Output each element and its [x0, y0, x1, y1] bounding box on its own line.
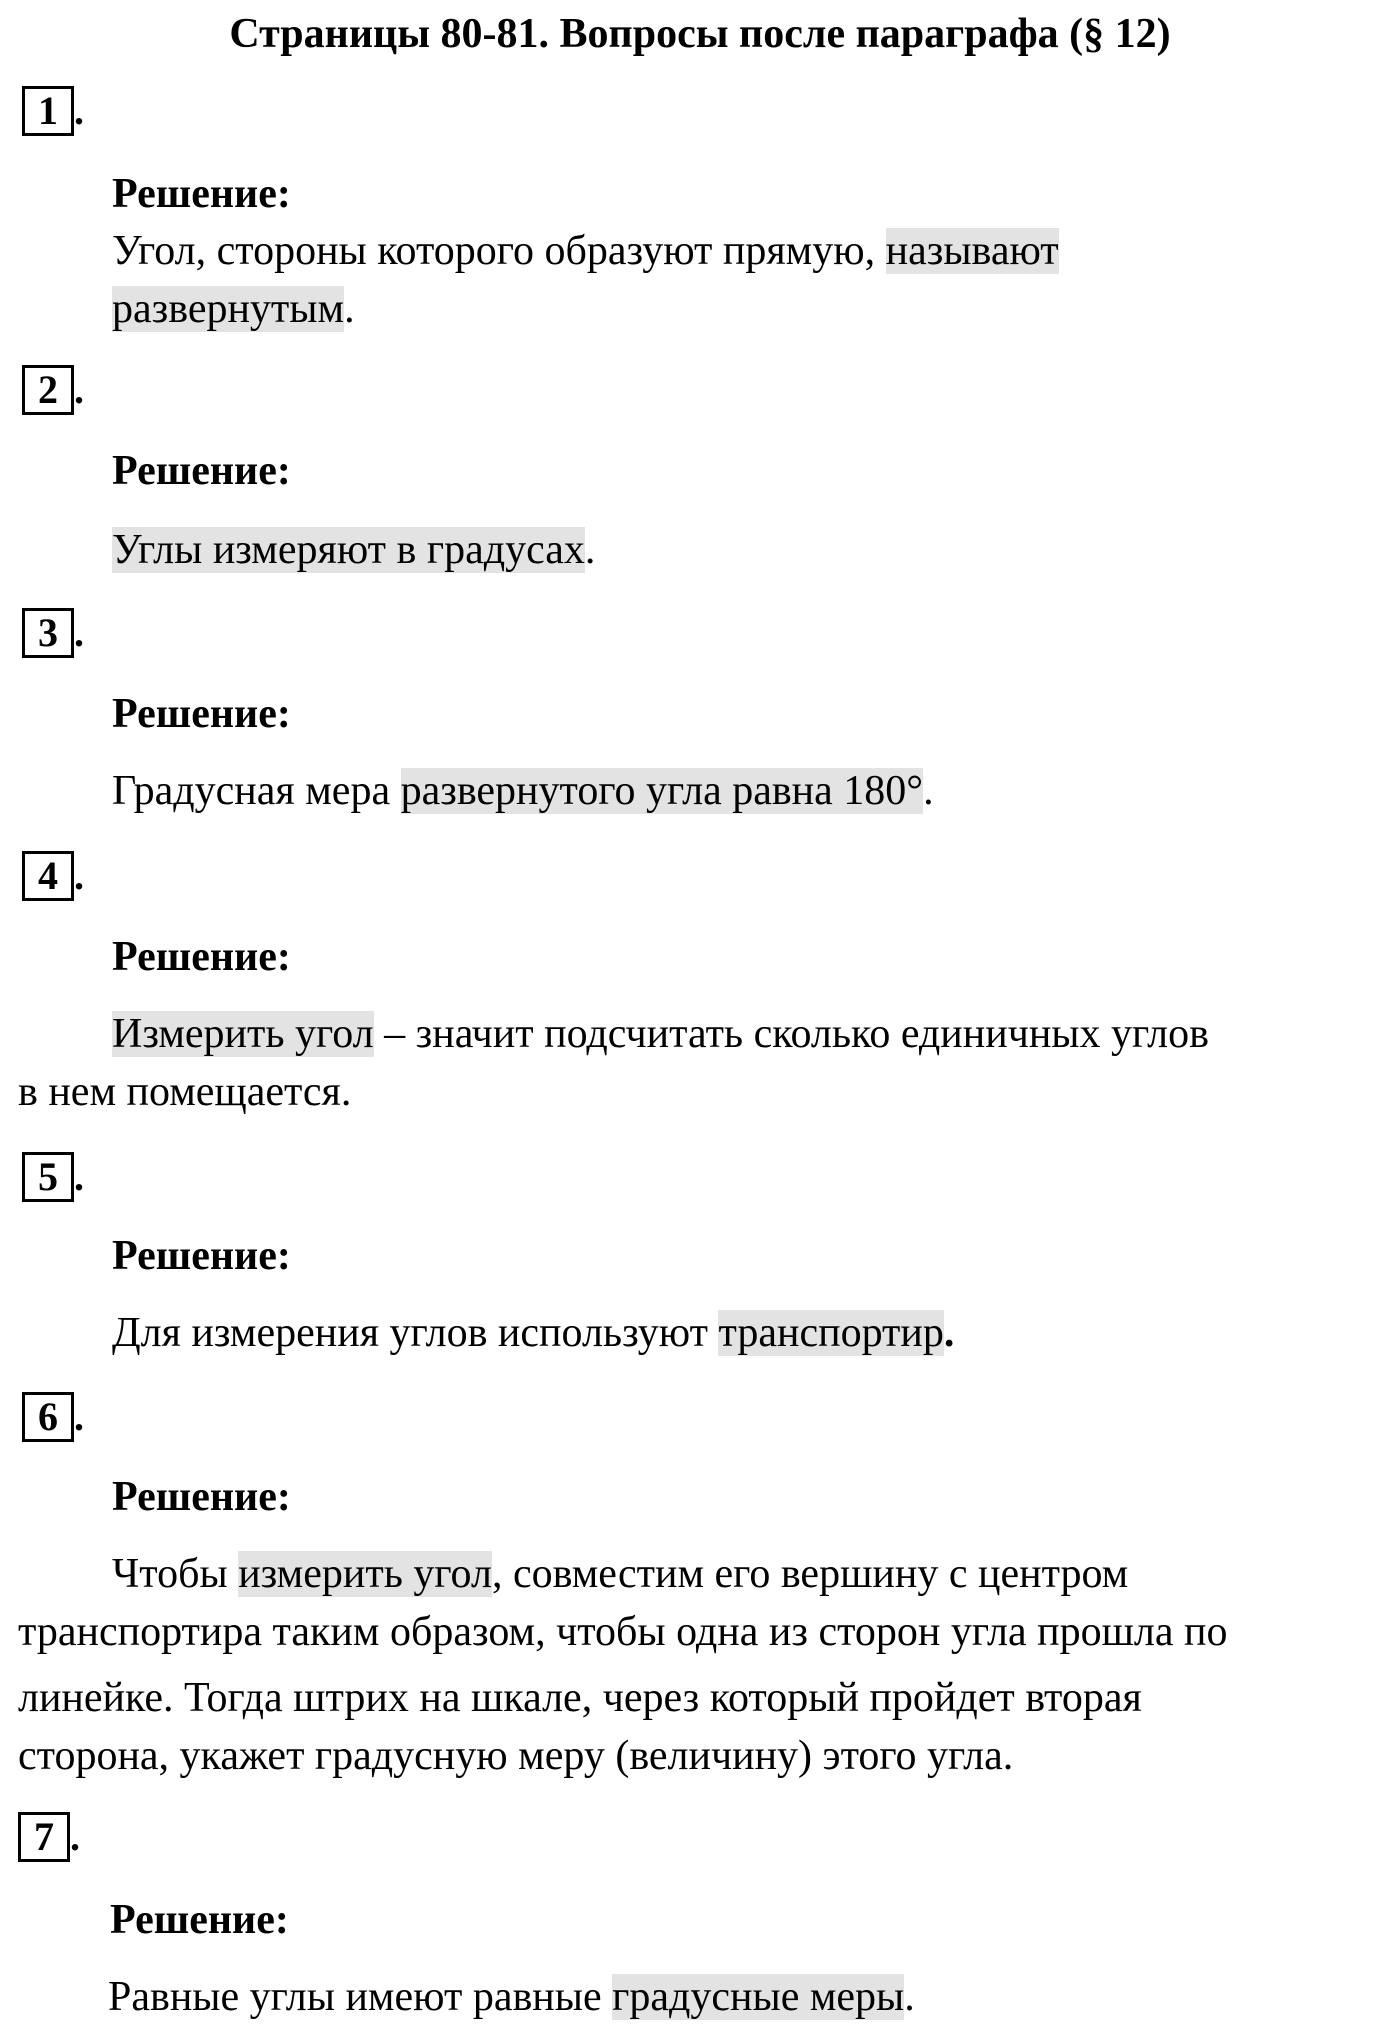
answer-line: Для измерения углов используют транспортир. — [112, 1310, 955, 1356]
solution-label-5: Решение: — [112, 1233, 291, 1279]
answer-1 — [18, 222, 1382, 338]
answer-7 — [14, 1968, 1378, 2026]
highlighted-text: транспортир — [718, 1310, 944, 1356]
question-number-7: 7 . — [18, 1812, 80, 1862]
question-number-box: 2 — [22, 365, 74, 415]
answer-line: линейке. Тогда штрих на шкале, через который пройдет вторая — [18, 1675, 1142, 1721]
question-number-box: 4 — [22, 851, 74, 901]
question-number-1: 1 . — [22, 86, 84, 136]
question-number-box: 7 — [18, 1812, 70, 1862]
answer-3 — [18, 762, 1382, 820]
solution-label-1: Решение: — [112, 171, 291, 217]
question-number-box: 1 — [22, 86, 74, 136]
highlighted-text: развернутого угла равна 180° — [400, 768, 924, 814]
highlighted-text: измерить угол — [238, 1551, 492, 1597]
solution-label-4: Решение: — [112, 934, 291, 980]
answer-line: в нем помещается. — [18, 1069, 352, 1115]
solution-label-7: Решение: — [110, 1897, 289, 1943]
answer-2 — [18, 521, 1382, 579]
answer-line: развернутым. — [112, 286, 355, 332]
highlighted-text: Углы измеряют в градусах — [112, 527, 585, 573]
answer-line: Измерить угол – значит подсчитать сколько единичных углов — [112, 1011, 1209, 1057]
solution-label-6: Решение: — [112, 1474, 291, 1520]
answer-4 — [18, 1005, 1382, 1121]
question-number-box: 3 — [22, 608, 74, 658]
answer-line: сторона, укажет градусную меру (величину) этого угла. — [18, 1733, 1014, 1779]
answer-6 — [18, 1545, 1382, 1785]
solution-label-3: Решение: — [112, 691, 291, 737]
question-number-5: 5 . — [22, 1152, 84, 1202]
question-number-6: 6 . — [22, 1392, 84, 1442]
answer-line: транспортира таким образом, чтобы одна из сторон угла прошла по — [18, 1609, 1228, 1655]
question-number-2: 2 . — [22, 365, 84, 415]
answer-line: Чтобы измерить угол, совместим его вершину с центром — [112, 1551, 1129, 1597]
question-number-4: 4 . — [22, 851, 84, 901]
answer-line: Угол, стороны которого образуют прямую, называют — [112, 228, 1059, 274]
question-number-box: 6 — [22, 1392, 74, 1442]
question-number-3: 3 . — [22, 608, 84, 658]
answer-line: Равные углы имеют равные градусные меры. — [108, 1974, 915, 2020]
highlighted-text: развернутым — [112, 286, 345, 332]
highlighted-text: называют — [885, 228, 1059, 274]
highlighted-text: градусные меры — [612, 1974, 905, 2020]
question-number-box: 5 — [22, 1152, 74, 1202]
answer-line: Градусная мера развернутого угла равна 180°. — [112, 768, 934, 814]
answer-5 — [18, 1304, 1382, 1362]
page-title: Страницы 80-81. Вопросы после параграфа (§ 12) — [229, 11, 1171, 57]
highlighted-text: Измерить угол — [112, 1011, 374, 1057]
answer-line: Углы измеряют в градусах. — [112, 527, 596, 573]
solution-label-2: Решение: — [112, 448, 291, 494]
